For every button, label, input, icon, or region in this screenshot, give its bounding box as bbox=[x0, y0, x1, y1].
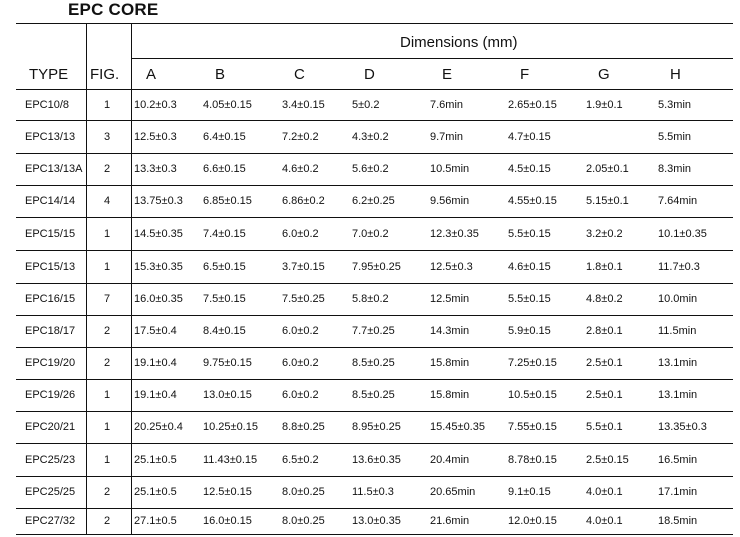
cell-dim-d: 13.6±0.35 bbox=[352, 453, 401, 466]
cell-dim-e: 21.6min bbox=[430, 515, 470, 527]
cell-fig: 2 bbox=[104, 163, 111, 175]
cell-fig: 2 bbox=[104, 486, 111, 498]
cell-dim-a: 12.5±0.3 bbox=[134, 130, 177, 143]
cell-dim-a: 16.0±0.35 bbox=[134, 293, 183, 305]
cell-dim-b: 10.25±0.15 bbox=[203, 421, 258, 433]
cell-dim-e: 9.56min bbox=[430, 195, 470, 207]
cell-dim-e: 20.65min bbox=[430, 486, 476, 498]
cell-fig: 7 bbox=[104, 293, 111, 305]
row-divider bbox=[16, 185, 733, 186]
cell-dim-f: 4.7±0.15 bbox=[508, 130, 551, 143]
cell-dim-d: 8.5±0.25 bbox=[352, 357, 395, 369]
cell-dim-d: 4.3±0.2 bbox=[352, 130, 389, 143]
cell-dim-b: 13.0±0.15 bbox=[203, 389, 252, 401]
cell-dim-f: 4.5±0.15 bbox=[508, 163, 551, 175]
cell-dim-c: 3.4±0.15 bbox=[282, 98, 325, 111]
cell-dim-b: 8.4±0.15 bbox=[203, 325, 246, 337]
cell-dim-c: 6.5±0.2 bbox=[282, 453, 319, 466]
cell-dim-h: 10.1±0.35 bbox=[658, 227, 707, 240]
cell-dim-e: 14.3min bbox=[430, 325, 470, 337]
header-fig: FIG. bbox=[90, 66, 120, 83]
cell-dim-c: 7.5±0.25 bbox=[282, 293, 325, 305]
row-divider bbox=[16, 283, 733, 284]
cell-dim-g: 5.5±0.1 bbox=[586, 421, 623, 433]
cell-dim-g: 4.0±0.1 bbox=[586, 515, 623, 527]
row-divider bbox=[16, 120, 733, 121]
cell-dim-f: 9.1±0.15 bbox=[508, 486, 551, 498]
cell-fig: 2 bbox=[104, 325, 111, 337]
cell-dim-a: 13.3±0.3 bbox=[134, 163, 177, 175]
row-divider bbox=[16, 476, 733, 477]
cell-dim-e: 15.8min bbox=[430, 357, 470, 369]
dimensions-rule bbox=[131, 58, 733, 59]
cell-type: EPC19/26 bbox=[25, 389, 76, 401]
cell-fig: 1 bbox=[104, 421, 111, 433]
cell-dim-f: 12.0±0.15 bbox=[508, 515, 557, 527]
cell-dim-a: 13.75±0.3 bbox=[134, 195, 183, 207]
cell-dim-g: 5.15±0.1 bbox=[586, 195, 629, 207]
cell-type: EPC19/20 bbox=[25, 357, 76, 369]
cell-dim-e: 20.4min bbox=[430, 453, 470, 466]
cell-dim-a: 15.3±0.35 bbox=[134, 260, 183, 273]
cell-dim-e: 12.5±0.3 bbox=[430, 260, 473, 273]
cell-dim-d: 5±0.2 bbox=[352, 98, 380, 111]
cell-type: EPC10/8 bbox=[25, 98, 70, 111]
row-divider bbox=[16, 315, 733, 316]
cell-fig: 1 bbox=[104, 389, 111, 401]
cell-dim-d: 8.95±0.25 bbox=[352, 421, 401, 433]
cell-type: EPC13/13A bbox=[25, 163, 83, 175]
type-fig-divider bbox=[86, 23, 87, 534]
cell-fig: 1 bbox=[104, 453, 111, 466]
cell-fig: 1 bbox=[104, 260, 111, 273]
cell-dim-h: 18.5min bbox=[658, 515, 698, 527]
cell-dim-c: 8.8±0.25 bbox=[282, 421, 325, 433]
page-title: EPC CORE bbox=[68, 0, 159, 19]
cell-dim-b: 4.05±0.15 bbox=[203, 98, 252, 111]
header-dimensions: Dimensions (mm) bbox=[400, 34, 518, 51]
cell-dim-f: 7.25±0.15 bbox=[508, 357, 557, 369]
cell-dim-c: 4.6±0.2 bbox=[282, 163, 319, 175]
cell-dim-a: 19.1±0.4 bbox=[134, 357, 177, 369]
cell-dim-b: 12.5±0.15 bbox=[203, 486, 252, 498]
cell-dim-b: 16.0±0.15 bbox=[203, 515, 252, 527]
cell-dim-f: 5.5±0.15 bbox=[508, 293, 551, 305]
cell-dim-e: 12.5min bbox=[430, 293, 470, 305]
cell-fig: 2 bbox=[104, 357, 111, 369]
cell-dim-h: 7.64min bbox=[658, 195, 698, 207]
header-type: TYPE bbox=[29, 66, 69, 83]
cell-type: EPC27/32 bbox=[25, 515, 76, 527]
cell-type: EPC14/14 bbox=[25, 195, 76, 207]
cell-dim-h: 11.7±0.3 bbox=[658, 260, 700, 273]
cell-dim-d: 7.95±0.25 bbox=[352, 260, 401, 273]
cell-dim-g: 4.0±0.1 bbox=[586, 486, 623, 498]
cell-fig: 1 bbox=[104, 227, 111, 240]
cell-type: EPC25/23 bbox=[25, 453, 76, 466]
cell-dim-h: 8.3min bbox=[658, 163, 692, 175]
cell-dim-e: 9.7min bbox=[430, 130, 464, 143]
header-col-a: A bbox=[146, 66, 157, 83]
cell-dim-g: 2.5±0.1 bbox=[586, 389, 623, 401]
cell-dim-c: 6.0±0.2 bbox=[282, 357, 319, 369]
cell-dim-h: 10.0min bbox=[658, 293, 698, 305]
cell-dim-d: 8.5±0.25 bbox=[352, 389, 395, 401]
cell-dim-a: 25.1±0.5 bbox=[134, 453, 177, 466]
cell-type: EPC13/13 bbox=[25, 130, 76, 143]
cell-dim-b: 6.5±0.15 bbox=[203, 260, 246, 273]
cell-dim-a: 20.25±0.4 bbox=[134, 421, 183, 433]
cell-dim-g: 1.8±0.1 bbox=[586, 260, 623, 273]
row-divider bbox=[16, 411, 733, 412]
cell-dim-c: 7.2±0.2 bbox=[282, 130, 319, 143]
cell-type: EPC16/15 bbox=[25, 293, 76, 305]
cell-dim-g: 2.8±0.1 bbox=[586, 325, 623, 337]
row-divider bbox=[16, 153, 733, 154]
header-top-rule bbox=[16, 23, 733, 24]
cell-dim-d: 6.2±0.25 bbox=[352, 195, 395, 207]
cell-dim-a: 10.2±0.3 bbox=[134, 98, 177, 111]
cell-dim-a: 25.1±0.5 bbox=[134, 486, 177, 498]
cell-dim-e: 15.8min bbox=[430, 389, 470, 401]
header-col-g: G bbox=[598, 66, 610, 83]
cell-dim-h: 11.5min bbox=[658, 325, 697, 337]
cell-dim-e: 15.45±0.35 bbox=[430, 421, 485, 433]
cell-dim-d: 5.6±0.2 bbox=[352, 163, 389, 175]
cell-dim-f: 7.55±0.15 bbox=[508, 421, 557, 433]
cell-dim-d: 5.8±0.2 bbox=[352, 293, 389, 305]
cell-dim-a: 17.5±0.4 bbox=[134, 325, 177, 337]
cell-dim-b: 7.4±0.15 bbox=[203, 227, 246, 240]
cell-dim-b: 6.6±0.15 bbox=[203, 163, 246, 175]
cell-dim-a: 14.5±0.35 bbox=[134, 227, 183, 240]
cell-dim-g: 2.5±0.1 bbox=[586, 357, 623, 369]
cell-fig: 4 bbox=[104, 195, 111, 207]
header-col-f: F bbox=[520, 66, 530, 83]
cell-dim-d: 7.7±0.25 bbox=[352, 325, 395, 337]
cell-dim-h: 13.35±0.3 bbox=[658, 421, 707, 433]
cell-dim-b: 6.4±0.15 bbox=[203, 130, 246, 143]
header-col-c: C bbox=[294, 66, 305, 83]
cell-dim-e: 10.5min bbox=[430, 163, 470, 175]
cell-dim-f: 2.65±0.15 bbox=[508, 98, 557, 111]
header-col-e: E bbox=[442, 66, 453, 83]
cell-dim-b: 6.85±0.15 bbox=[203, 195, 252, 207]
header-col-d: D bbox=[364, 66, 375, 83]
cell-type: EPC15/13 bbox=[25, 260, 76, 273]
cell-fig: 3 bbox=[104, 130, 111, 143]
fig-dims-divider bbox=[131, 23, 132, 534]
row-divider bbox=[16, 379, 733, 380]
cell-dim-f: 10.5±0.15 bbox=[508, 389, 557, 401]
cell-dim-c: 3.7±0.15 bbox=[282, 260, 325, 273]
header-col-h: H bbox=[670, 66, 681, 83]
cell-dim-f: 5.5±0.15 bbox=[508, 227, 551, 240]
cell-dim-b: 11.43±0.15 bbox=[203, 453, 258, 466]
cell-dim-f: 5.9±0.15 bbox=[508, 325, 551, 337]
cell-dim-e: 12.3±0.35 bbox=[430, 227, 479, 240]
cell-dim-f: 4.6±0.15 bbox=[508, 260, 551, 273]
cell-dim-c: 6.0±0.2 bbox=[282, 227, 319, 240]
cell-dim-b: 9.75±0.15 bbox=[203, 357, 252, 369]
cell-dim-h: 16.5min bbox=[658, 453, 698, 466]
cell-dim-h: 5.5min bbox=[658, 130, 692, 143]
row-divider bbox=[16, 250, 733, 251]
cell-dim-g: 3.2±0.2 bbox=[586, 227, 623, 240]
cell-dim-c: 8.0±0.25 bbox=[282, 515, 325, 527]
header-bottom-rule bbox=[16, 89, 733, 90]
cell-dim-f: 8.78±0.15 bbox=[508, 453, 557, 466]
cell-type: EPC20/21 bbox=[25, 421, 76, 433]
cell-dim-g: 1.9±0.1 bbox=[586, 98, 623, 111]
cell-dim-d: 11.5±0.3 bbox=[352, 486, 394, 498]
cell-type: EPC15/15 bbox=[25, 227, 76, 240]
row-divider bbox=[16, 508, 733, 509]
cell-dim-d: 7.0±0.2 bbox=[352, 227, 389, 240]
row-divider bbox=[16, 347, 733, 348]
header-col-b: B bbox=[215, 66, 226, 83]
cell-dim-g: 2.05±0.1 bbox=[586, 163, 629, 175]
cell-type: EPC18/17 bbox=[25, 325, 76, 337]
cell-dim-e: 7.6min bbox=[430, 98, 464, 111]
cell-dim-h: 17.1min bbox=[658, 486, 698, 498]
cell-dim-h: 13.1min bbox=[658, 357, 698, 369]
cell-dim-h: 13.1min bbox=[658, 389, 698, 401]
cell-dim-h: 5.3min bbox=[658, 98, 692, 111]
cell-fig: 1 bbox=[104, 98, 111, 111]
row-divider bbox=[16, 443, 733, 444]
cell-dim-a: 19.1±0.4 bbox=[134, 389, 177, 401]
row-divider bbox=[16, 217, 733, 218]
cell-dim-c: 8.0±0.25 bbox=[282, 486, 325, 498]
cell-type: EPC25/25 bbox=[25, 486, 76, 498]
cell-dim-c: 6.0±0.2 bbox=[282, 389, 319, 401]
cell-dim-d: 13.0±0.35 bbox=[352, 515, 401, 527]
table-bottom-rule bbox=[16, 534, 733, 535]
cell-dim-b: 7.5±0.15 bbox=[203, 293, 246, 305]
cell-dim-g: 4.8±0.2 bbox=[586, 293, 623, 305]
cell-dim-f: 4.55±0.15 bbox=[508, 195, 557, 207]
cell-dim-c: 6.0±0.2 bbox=[282, 325, 319, 337]
cell-fig: 2 bbox=[104, 515, 111, 527]
cell-dim-g: 2.5±0.15 bbox=[586, 453, 629, 466]
cell-dim-c: 6.86±0.2 bbox=[282, 195, 325, 207]
cell-dim-a: 27.1±0.5 bbox=[134, 515, 177, 527]
